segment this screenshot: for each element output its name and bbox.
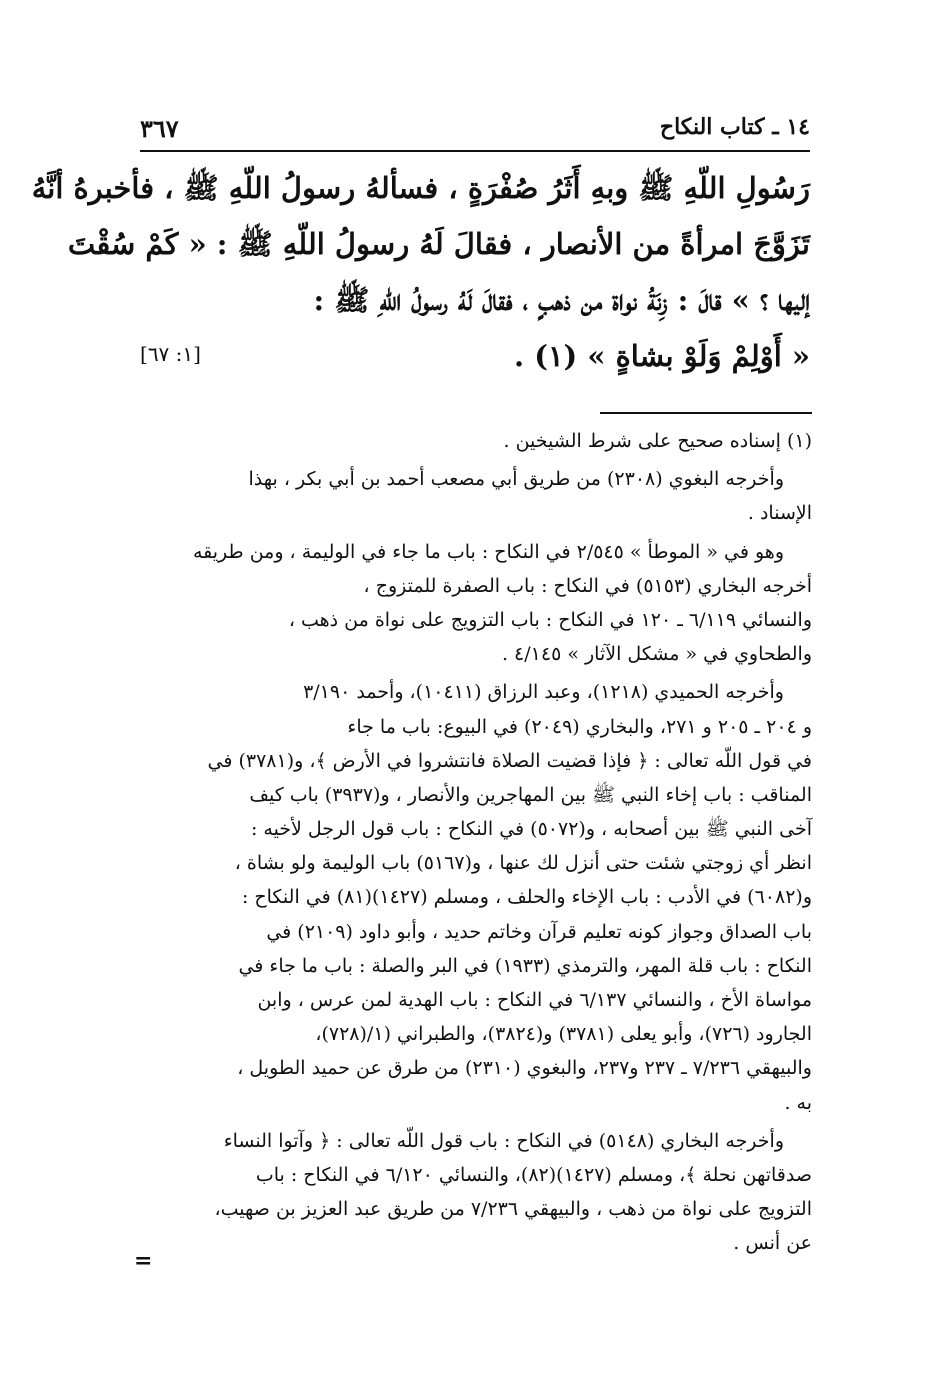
footnote-line: الجارود (٧٢٦)، وأبو يعلى (٣٧٨١) و(٣٨٢٤)، والطبراني (١/(٧٢٨)، bbox=[315, 1023, 812, 1046]
footnote-divider bbox=[600, 412, 812, 414]
main-text-last-row bbox=[140, 328, 810, 384]
continuation-mark: = bbox=[134, 1248, 153, 1274]
footnote-line: وأخرجه البخاري (٥١٤٨) في النكاح : باب قول اللّه تعالى : ﴿ وآتوا النساء bbox=[223, 1129, 784, 1152]
footnote-line: آخى النبي ﷺ بين أصحابه ، و(٥٠٧٢) في النكاح : باب قول الرجل لأخيه : bbox=[250, 818, 812, 841]
footnote-line: المناقب : باب إخاء النبي ﷺ بين المهاجرين والأنصار ، و(٣٩٣٧) باب كيف bbox=[249, 783, 812, 806]
hadith-reference: [١: ٦٧] bbox=[140, 342, 201, 366]
footnote-line: أخرجه البخاري (٥١٥٣) في النكاح : باب الصفرة للمتزوج ، bbox=[363, 574, 812, 597]
footnote-line: وهو في « الموطأ » ٢/٥٤٥ في النكاح : باب ما جاء في الوليمة ، ومن طريقه bbox=[192, 540, 784, 563]
footnote-line: وأخرجه الحميدي (١٢١٨)، وعبد الرزاق (١٠٤١١)، وأحمد ٣/١٩٠ bbox=[303, 681, 784, 704]
footnote-line: التزويج على نواة من ذهب ، والبيهقي ٧/٢٣٦ من طريق عبد العزيز بن صهيب، bbox=[214, 1198, 812, 1221]
main-text-line: إليها ؟ » قالَ : زِنَةُ نواة من ذهبٍ ، فقالَ لَهُ رسولُ اللّهِ ﷺ : bbox=[313, 283, 810, 317]
footnote-line: صدقاتهن نحلة ﴾، ومسلم (١٤٢٧)(٨٢)، والنسائي ٦/١٢٠ في النكاح : باب bbox=[255, 1163, 812, 1186]
footnote-paragraph bbox=[138, 1124, 812, 1261]
footnotes bbox=[138, 424, 812, 1265]
footnote-paragraph bbox=[138, 535, 812, 672]
footnote-line: في قول اللّه تعالى : ﴿ فإذا قضيت الصلاة فانتشروا في الأرض ﴾، و(٣٧٨١) في bbox=[207, 749, 812, 772]
chapter-title: ١٤ ـ كتاب النكاح bbox=[659, 114, 810, 140]
footnote-paragraph bbox=[138, 462, 812, 530]
footnote-line: و(٦٠٨٢) في الأدب : باب الإخاء والحلف ، ومسلم (١٤٢٧)(٨١) في النكاح : bbox=[241, 886, 812, 909]
page-header bbox=[140, 110, 810, 152]
main-text-line: « أَوْلِمْ وَلَوْ بشاةٍ » (١) . bbox=[514, 339, 810, 373]
main-text-line: تَزَوَّجَ امرأةً من الأنصار ، فقالَ لَهُ رسولُ اللّهِ ﷺ : « كَمْ سُقْتَ bbox=[67, 227, 810, 261]
footnote-line: مواساة الأخ ، والنسائي ٦/١٣٧ في النكاح : باب الهدية لمن عرس ، وابن bbox=[257, 989, 812, 1011]
footnote-line: والنسائي ٦/١١٩ ـ ١٢٠ في النكاح : باب التزويج على نواة من ذهب ، bbox=[288, 608, 812, 631]
footnote-line: وأخرجه البغوي (٢٣٠٨) من طريق أبي مصعب أحمد بن أبي بكر ، بهذا bbox=[248, 468, 784, 491]
main-text-line: رَسُولِ اللّهِ ﷺ وبهِ أَثَرُ صُفْرَةٍ ، فسألهُ رسولُ اللّهِ ﷺ ، فأخبرهُ أنَّهُ bbox=[31, 171, 810, 205]
footnote-line: (١) إسناده صحيح على شرط الشيخين . bbox=[503, 430, 812, 452]
main-text bbox=[31, 160, 810, 384]
page-number: ٣٦٧ bbox=[140, 114, 179, 143]
footnote-line: والطحاوي في « مشكل الآثار » ٤/١٤٥ . bbox=[501, 643, 812, 666]
footnote-line: عن أنس . bbox=[733, 1232, 812, 1255]
footnote-line: و ٢٠٤ ـ ٢٠٥ و ٢٧١، والبخاري (٢٠٤٩) في البيوع: باب ما جاء bbox=[347, 715, 812, 738]
footnote-line: الإسناد . bbox=[747, 502, 812, 525]
footnote-line: النكاح : باب قلة المهر، والترمذي (١٩٣٣) في البر والصلة : باب ما جاء في bbox=[238, 954, 812, 977]
footnote-paragraph bbox=[138, 675, 812, 1119]
footnote-line: به . bbox=[784, 1091, 812, 1114]
footnote-line: باب الصداق وجواز كونه تعليم قرآن وخاتم حديد ، وأبو داود (٢١٠٩) في bbox=[266, 920, 812, 943]
footnote-paragraph bbox=[138, 424, 812, 458]
footnote-line: انظر أي زوجتي شئت حتى أنزل لك عنها ، و(٥١٦٧) باب الوليمة ولو بشاة ، bbox=[234, 852, 812, 875]
footnote-line: والبيهقي ٧/٢٣٦ ـ ٢٣٧ و٢٣٧، والبغوي (٢٣١٠) من طرق عن حميد الطويل ، bbox=[237, 1057, 812, 1080]
